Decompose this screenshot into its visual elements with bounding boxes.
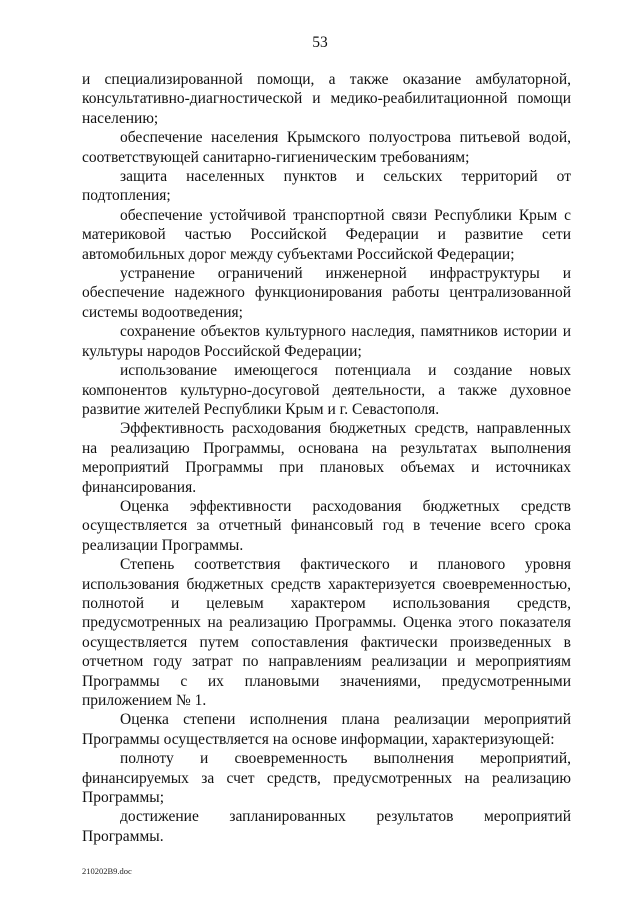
paragraph: защита населенных пунктов и сельских территорий от подтопления;	[82, 168, 571, 205]
paragraph: Оценка эффективности расходования бюджетных средств осуществляется за отчетный финансовый год в течение всего срока реализации Программы.	[82, 497, 571, 554]
paragraph: Степень соответствия фактического и планового уровня использования бюджетных средств характеризуется своевременностью, полнотой и целевым характером использования средств, предусмотренных на реализацию Программы. Оценка этого показателя осуществляется путем сопоставления фактически произведенных в отчетном году затрат по направлениям реализации и мероприятиям Программы с их плановыми значениями, предусмотренными приложением № 1.	[82, 556, 571, 709]
document-body	[82, 70, 571, 846]
paragraph: Эффективность расходования бюджетных средств, направленных на реализацию Программы, основана на результатах выполнения мероприятий Программы при плановых объемах и источниках финансирования.	[82, 420, 571, 496]
paragraph: сохранение объектов культурного наследия, памятников истории и культуры народов Российской Федерации;	[82, 323, 571, 360]
paragraph: Оценка степени исполнения плана реализации мероприятий Программы осуществляется на основе информации, характеризующей:	[82, 711, 571, 748]
paragraph: достижение запланированных результатов мероприятий Программы.	[82, 808, 571, 845]
page-number: 53	[312, 34, 328, 51]
paragraph-continuation: и специализированной помощи, а также оказание амбулаторной, консультативно-диагностической и медико-реабилитационной помощи населению;	[82, 71, 571, 127]
paragraph: обеспечение устойчивой транспортной связи Республики Крым с материковой частью Российской Федерации и развитие сети автомобильных дорог между субъектами Российской Федерации;	[82, 206, 571, 263]
paragraph: устранение ограничений инженерной инфраструктуры и обеспечение надежного функционирования работы централизованной системы водоотведения;	[82, 265, 571, 321]
document-filename-footer: 210202B9.doc	[82, 866, 132, 876]
paragraph: обеспечение населения Крымского полуострова питьевой водой, соответствующей санитарно-гигиеническим требованиям;	[82, 129, 571, 166]
paragraph: использование имеющегося потенциала и создание новых компонентов культурно-досуговой деятельности, а также духовное развитие жителей Республики Крым и г. Севастополя.	[82, 362, 571, 418]
paragraph: полноту и своевременность выполнения мероприятий, финансируемых за счет средств, предусмотренных на реализацию Программы;	[82, 750, 571, 807]
